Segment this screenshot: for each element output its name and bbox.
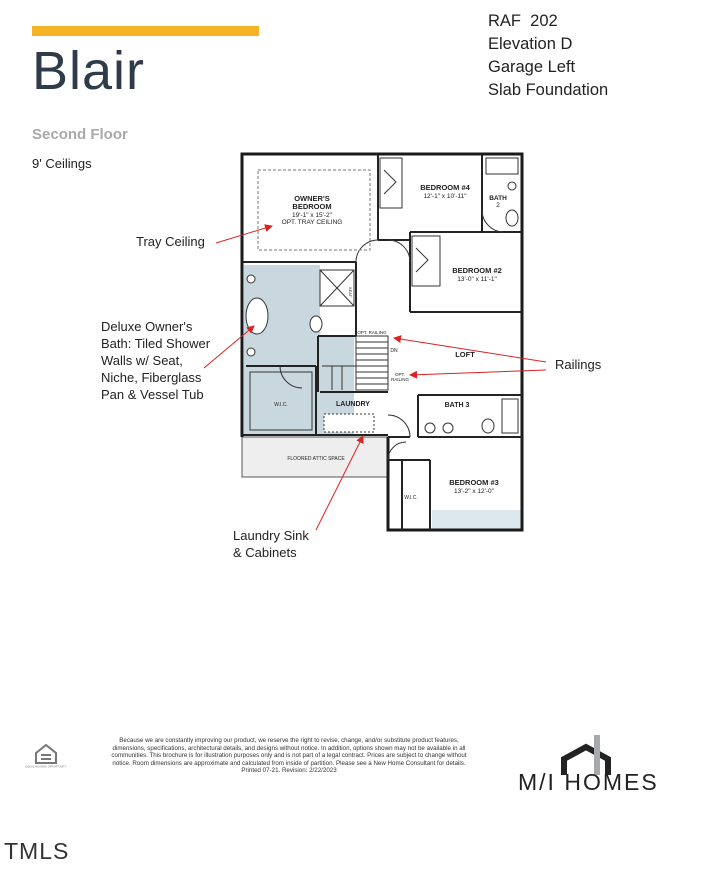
floor-label: Second Floor — [32, 126, 128, 143]
plan-code: RAF 202 — [488, 12, 558, 30]
callout-line: Walls w/ Seat, — [101, 353, 183, 368]
callout-line: & Cabinets — [233, 545, 297, 560]
callout-line: Laundry Sink — [233, 528, 309, 543]
opt-railing-label: OPT. — [394, 372, 406, 377]
laundry-cabinets — [324, 414, 374, 432]
bedroom2-size: 13'-0" x 11'-1" — [457, 276, 497, 283]
arrow-tray-ceiling — [216, 226, 272, 243]
callout-line: Pan & Vessel Tub — [101, 387, 204, 402]
bedroom2-name: BEDROOM #2 — [452, 266, 502, 275]
sink — [247, 275, 255, 283]
bath3-label: BATH 3 — [444, 402, 470, 409]
bedroom4-name: BEDROOM #4 — [420, 183, 470, 192]
seat-label: SEAT — [348, 286, 353, 298]
owners-bedroom-note: OPT. TRAY CEILING — [281, 219, 343, 226]
callout-line: Niche, Fiberglass — [101, 370, 202, 385]
bathtub — [502, 399, 518, 433]
callout-railings: Railings — [555, 357, 602, 372]
bedroom3-size: 13'-2" x 12'-0" — [454, 488, 494, 495]
equal-housing-icon — [25, 742, 67, 769]
laundry-label: LAUNDRY — [336, 401, 370, 408]
brand-wordmark: M/I HOMES — [518, 769, 659, 795]
callout-tray-ceiling: Tray Ceiling — [136, 234, 205, 249]
model-name: Blair — [32, 41, 146, 101]
owners-bedroom-name: OWNER'S — [294, 194, 330, 203]
callout-line: Deluxe Owner's — [101, 319, 193, 334]
sink — [247, 348, 255, 356]
vessel-tub — [246, 298, 268, 334]
ceiling-height-label: 9' Ceilings — [32, 156, 92, 171]
elevation: Elevation D — [488, 35, 573, 53]
owners-bedroom-name: BEDROOM — [292, 202, 332, 211]
bath2-name: BATH — [489, 195, 507, 202]
wic-label: W.I.C. — [274, 402, 288, 408]
bath2-number: 2 — [496, 202, 500, 209]
sink — [443, 423, 453, 433]
toilet — [310, 316, 322, 332]
toilet — [506, 210, 518, 226]
foundation-type: Slab Foundation — [488, 81, 609, 99]
arrow-railing-lower — [410, 370, 546, 375]
owners-bedroom-size: 19'-1" x 15'-2" — [292, 212, 332, 219]
bedroom4-size: 12'-1" x 10'-11" — [423, 193, 467, 200]
sink — [508, 182, 516, 190]
sink — [425, 423, 435, 433]
tmls-watermark: TMLS — [4, 838, 70, 864]
equal-housing-text: EQUAL HOUSING OPPORTUNITY — [25, 765, 67, 769]
window-strip — [432, 510, 522, 530]
garage-orientation: Garage Left — [488, 58, 576, 76]
loft-label: LOFT — [455, 350, 475, 359]
callout-line: Bath: Tiled Shower — [101, 336, 211, 351]
attic-label: FLOORED ATTIC SPACE — [287, 456, 345, 462]
bathtub — [486, 158, 518, 174]
toilet — [482, 419, 494, 433]
disclaimer: Because we are constantly improving our product, we reserve the right to revise, change, and/or substitute product features, dimensions, specifications, architectural details, and designs without notice. In addition, options shown may not be available in all communities. This brochure is for illustration purposes only and is not part of a legal contract. Prices are subject to change without notice. Room dimensions are approximate and calculated from inside of partition. Please see a New Home Consultant for details. Printed 07-21. Revision: 2/22/2023 — [111, 737, 467, 775]
opt-railing-label: OPT. RAILING — [357, 330, 387, 335]
wic-label: W.I.C. — [404, 495, 418, 501]
bedroom3-name: BEDROOM #3 — [449, 478, 499, 487]
opt-railing-label: RAILING — [390, 377, 410, 382]
stairs-down-label: DN — [390, 348, 398, 354]
